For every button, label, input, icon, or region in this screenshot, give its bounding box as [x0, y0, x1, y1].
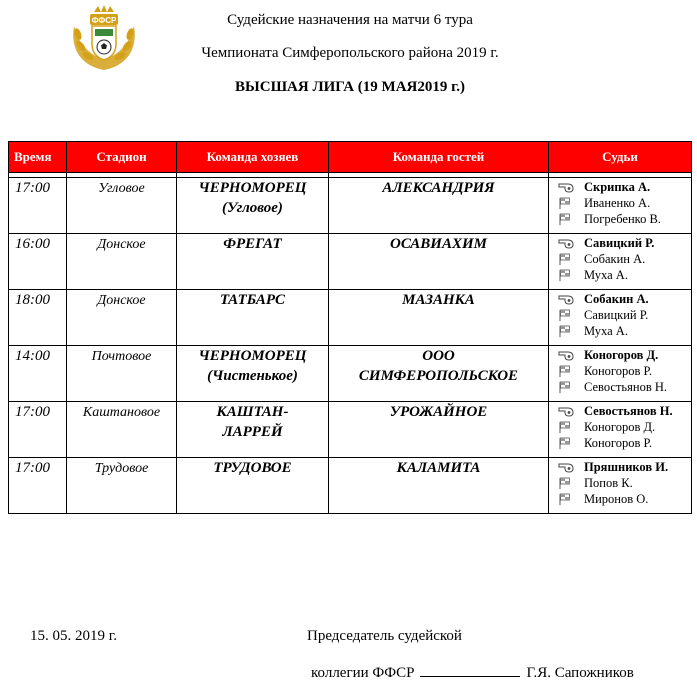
away-team — [329, 458, 549, 514]
table-header-row — [9, 142, 692, 173]
away-team — [329, 290, 549, 346]
away-team-line: КАЛАМИТА — [396, 460, 481, 476]
home-team — [177, 234, 329, 290]
referee-name: Коногоров Р. — [584, 364, 653, 378]
whistle-icon — [557, 293, 575, 305]
away-team — [329, 178, 549, 234]
table-row — [9, 458, 692, 514]
referee-name: Пряшников И. — [584, 460, 669, 474]
table-row — [9, 346, 692, 402]
flag-icon — [557, 381, 575, 393]
flag-icon — [557, 197, 575, 209]
referees-cell — [549, 178, 692, 234]
referee-name: Собакин А. — [584, 292, 649, 306]
referees-cell — [549, 290, 692, 346]
referees-cell — [549, 458, 692, 514]
referee-name: Погребенко В. — [584, 212, 661, 226]
header-title-line1: Судейские назначения на матчи 6 тура — [227, 12, 473, 28]
home-team — [177, 290, 329, 346]
home-team-line: ТАТБАРС — [219, 292, 286, 308]
whistle-icon — [557, 405, 575, 417]
match-time: 17:00 — [9, 402, 67, 458]
flag-icon — [557, 309, 575, 321]
col-header-stadium: Стадион — [67, 142, 177, 173]
referee-name: Скрипка А. — [584, 180, 651, 194]
referee-name: Муха А. — [584, 268, 628, 282]
table-row — [9, 234, 692, 290]
referee-name: Севостьянов Н. — [584, 404, 673, 418]
match-time: 17:00 — [9, 178, 67, 234]
schedule-table — [8, 141, 692, 514]
away-team-line: СИМФЕРОПОЛЬСКОЕ — [358, 368, 519, 384]
referee-name: Коногоров Д. — [584, 420, 656, 434]
assistant-referee — [557, 379, 691, 395]
home-team-line: ТРУДОВОЕ — [213, 460, 292, 476]
assistant-referee — [557, 195, 691, 211]
col-header-time: Время — [9, 142, 67, 173]
home-team — [177, 346, 329, 402]
flag-icon — [557, 213, 575, 225]
whistle-icon — [557, 349, 575, 361]
referee-name: Собакин А. — [584, 252, 646, 266]
referee-name: Севостьянов Н. — [584, 380, 667, 394]
whistle-icon — [557, 237, 575, 249]
signature-blank — [420, 662, 520, 677]
assistant-referee — [557, 267, 691, 283]
main-referee — [557, 291, 691, 307]
match-stadium: Каштановое — [67, 402, 177, 458]
col-header-home: Команда хозяев — [177, 142, 329, 173]
home-team-line: ЛАРРЕЙ — [222, 424, 283, 440]
footer-chair-prefix: коллегии ФФСР — [311, 665, 415, 681]
match-time: 14:00 — [9, 346, 67, 402]
home-team — [177, 458, 329, 514]
referees-cell — [549, 346, 692, 402]
referee-name: Попов К. — [584, 476, 633, 490]
flag-icon — [557, 269, 575, 281]
match-stadium: Донское — [67, 290, 177, 346]
assistant-referee — [557, 435, 691, 451]
referee-name: Коногоров Д. — [584, 348, 659, 362]
match-time: 18:00 — [9, 290, 67, 346]
home-team-line: (Угловое) — [222, 200, 283, 216]
whistle-icon — [557, 461, 575, 473]
assistant-referee — [557, 363, 691, 379]
match-time: 17:00 — [9, 458, 67, 514]
assistant-referee — [557, 419, 691, 435]
referee-name: Савицкий Р. — [584, 308, 649, 322]
main-referee — [557, 403, 691, 419]
home-team — [177, 402, 329, 458]
svg-text:ФФСР: ФФСР — [91, 16, 117, 25]
match-stadium: Донское — [67, 234, 177, 290]
match-stadium: Почтовое — [67, 346, 177, 402]
main-referee — [557, 347, 691, 363]
away-team — [329, 234, 549, 290]
main-referee — [557, 235, 691, 251]
home-team — [177, 178, 329, 234]
table-row — [9, 290, 692, 346]
table-row — [9, 402, 692, 458]
referee-name: Иваненко А. — [584, 196, 651, 210]
away-team-line: ООО — [422, 348, 455, 364]
away-team-line: МАЗАНКА — [402, 292, 475, 308]
flag-icon — [557, 477, 575, 489]
match-stadium: Угловое — [67, 178, 177, 234]
referee-name: Миронов О. — [584, 492, 649, 506]
match-time: 16:00 — [9, 234, 67, 290]
referee-name: Савицкий Р. — [584, 236, 655, 250]
assistant-referee — [557, 323, 691, 339]
assistant-referee — [557, 211, 691, 227]
referees-cell — [549, 402, 692, 458]
flag-icon — [557, 365, 575, 377]
home-team-line: ЧЕРНОМОРЕЦ — [198, 180, 307, 196]
flag-icon — [557, 253, 575, 265]
flag-icon — [557, 325, 575, 337]
col-header-away: Команда гостей — [329, 142, 549, 173]
league-title: ВЫСШАЯ ЛИГА (19 МАЯ2019 г.) — [235, 79, 465, 95]
home-team-line: КАШТАН- — [216, 404, 289, 420]
referees-cell — [549, 234, 692, 290]
home-team-line: ЧЕРНОМОРЕЦ — [198, 348, 307, 364]
main-referee — [557, 179, 691, 195]
away-team-line: АЛЕКСАНДРИЯ — [382, 180, 495, 196]
col-header-referees: Судьи — [549, 142, 692, 173]
table-row — [9, 178, 692, 234]
main-referee — [557, 459, 691, 475]
away-team-line: УРОЖАЙНОЕ — [389, 404, 488, 420]
footer-chair-name: Г.Я. Сапожников — [526, 665, 634, 681]
home-team-line: ФРЕГАТ — [223, 236, 282, 252]
referee-name: Коногоров Р. — [584, 436, 653, 450]
footer-signature-line — [311, 662, 634, 682]
match-stadium: Трудовое — [67, 458, 177, 514]
flag-icon — [557, 493, 575, 505]
header-title-line2: Чемпионата Симферопольского района 2019 г. — [201, 45, 499, 61]
assistant-referee — [557, 475, 691, 491]
home-team-line: (Чистенькое) — [207, 368, 298, 384]
away-team-line: ОСАВИАХИМ — [390, 236, 487, 252]
assistant-referee — [557, 491, 691, 507]
flag-icon — [557, 437, 575, 449]
ffsr-logo — [64, 4, 144, 74]
referee-name: Муха А. — [584, 324, 628, 338]
away-team — [329, 346, 549, 402]
schedule-body — [9, 178, 692, 514]
flag-icon — [557, 421, 575, 433]
assistant-referee — [557, 307, 691, 323]
assistant-referee — [557, 251, 691, 267]
footer-date: 15. 05. 2019 г. — [30, 628, 117, 644]
footer-chair-title: Председатель судейской — [307, 628, 462, 644]
away-team — [329, 402, 549, 458]
whistle-icon — [557, 181, 575, 193]
